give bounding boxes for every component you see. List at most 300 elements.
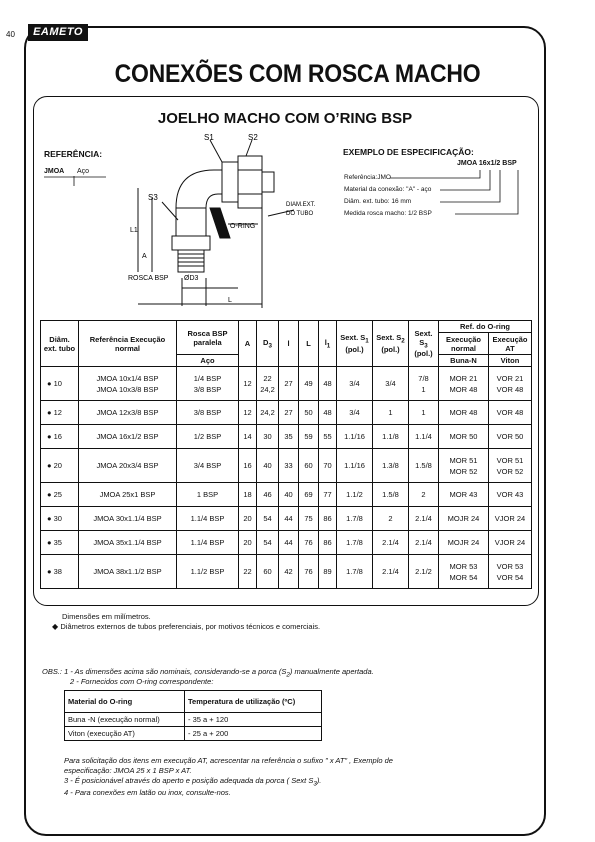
bullet-icon: ●	[47, 567, 54, 576]
cell-viton	[488, 401, 531, 425]
cell-l1	[319, 401, 337, 425]
obs-line-2: 2 - Fornecidos com O-ring correspondente:	[70, 677, 214, 686]
cell-l-large	[299, 367, 319, 401]
cell-buna	[439, 531, 489, 555]
cell-a-value: 20	[243, 514, 252, 523]
cell-l-small	[279, 483, 299, 507]
cell-s3	[409, 555, 439, 589]
cell-d3	[257, 483, 279, 507]
cell-s1-value: 1.1/16	[344, 432, 365, 441]
cell-diam	[41, 483, 79, 507]
cell-viton-value: VOR 54	[496, 572, 524, 582]
cell-viton-value: VOR 21	[496, 373, 524, 383]
note-diameters	[52, 622, 320, 631]
bullet-icon: ●	[47, 379, 54, 388]
cell-s1-value: 1.7/8	[346, 514, 363, 523]
elbow-fitting-diagram	[118, 128, 328, 320]
bullet-icon: ●	[47, 461, 54, 470]
cell-buna	[439, 449, 489, 483]
cell-diam	[41, 507, 79, 531]
cell-l-small-value: 35	[284, 432, 293, 441]
cell-s2-value: 2	[388, 514, 393, 523]
col-header-s3-sub: 3	[424, 342, 428, 350]
cell-l1-value: 86	[323, 514, 332, 523]
table-row	[41, 449, 532, 483]
cell-diam-value: 16	[53, 432, 62, 441]
col-header-d3-sub: 3	[268, 342, 272, 350]
cell-ref-value: JMOA 30x1.1/4 BSP	[93, 514, 162, 523]
cell-d3-value: 22	[263, 373, 272, 383]
cell-viton-value: VJOR 24	[494, 514, 526, 523]
temp-row-range: - 35 a + 120	[185, 713, 322, 727]
cell-s2	[373, 555, 409, 589]
cell-l-large	[299, 401, 319, 425]
cell-viton-value: VJOR 24	[494, 538, 526, 547]
cell-s3	[409, 449, 439, 483]
table-row	[41, 483, 532, 507]
cell-s2-value: 1.5/8	[382, 490, 399, 499]
col-header-viton: Viton	[488, 355, 531, 367]
col-header-exec-at: Execução AT	[488, 333, 531, 355]
cell-d3	[257, 507, 279, 531]
cell-buna-value: MOJR 24	[447, 538, 480, 547]
cell-l-large	[299, 449, 319, 483]
cell-a-value: 14	[243, 432, 252, 441]
diagram-label-l: L	[228, 297, 232, 304]
col-header-buna: Buna-N	[439, 355, 489, 367]
cell-s3-value: 1.1/4	[415, 432, 432, 441]
cell-d3	[257, 449, 279, 483]
col-header-l-large: L	[299, 321, 319, 367]
col-header-rosca: Rosca BSP paralela	[177, 321, 239, 355]
cell-s1	[337, 425, 373, 449]
cell-viton-value: VOR 51	[496, 455, 524, 465]
cell-s3-value: 2.1/2	[415, 567, 432, 576]
col-header-ref: Referência Execução normal	[79, 321, 177, 367]
temp-header-temperature: Temperatura de utilização (ºC)	[185, 691, 322, 713]
cell-l-large	[299, 425, 319, 449]
cell-s3	[409, 425, 439, 449]
cell-l1	[319, 425, 337, 449]
cell-diam-value: 35	[53, 538, 62, 547]
col-header-s1-pol: (pol.)	[345, 344, 364, 354]
cell-l1	[319, 555, 337, 589]
cell-diam	[41, 449, 79, 483]
cell-buna-value: MOR 48	[449, 408, 478, 417]
diagram-label-a: A	[142, 253, 147, 260]
cell-s2	[373, 425, 409, 449]
cell-a	[239, 367, 257, 401]
reference-code: JMOA	[44, 168, 65, 175]
cell-rosca-value: 1 BSP	[196, 490, 219, 499]
cell-buna-value: MOR 54	[449, 572, 478, 582]
cell-s1	[337, 401, 373, 425]
cell-s1	[337, 483, 373, 507]
cell-s2-value: 1	[388, 408, 393, 417]
cell-a-value: 16	[243, 461, 252, 470]
cell-s3	[409, 507, 439, 531]
cell-buna	[439, 507, 489, 531]
cell-a	[239, 483, 257, 507]
example-line-2: Material da conexão: "A" - aço	[344, 186, 432, 193]
example-code: JMOA 16x1/2 BSP	[457, 160, 517, 167]
cell-l-small	[279, 507, 299, 531]
cell-buna	[439, 555, 489, 589]
cell-diam	[41, 531, 79, 555]
cell-l-small-value: 33	[284, 461, 293, 470]
cell-diam-value: 12	[53, 408, 62, 417]
example-label: EXEMPLO DE ESPECIFICAÇÃO:	[343, 147, 474, 157]
cell-d3-value: 60	[263, 567, 272, 576]
cell-d3	[257, 425, 279, 449]
diagram-label-s1: S1	[204, 133, 214, 142]
cell-d3-value: 54	[263, 514, 272, 523]
cell-s3	[409, 531, 439, 555]
cell-diam-value: 20	[53, 461, 62, 470]
cell-l1	[319, 531, 337, 555]
cell-a	[239, 449, 257, 483]
temp-row-material: Viton (execução AT)	[65, 727, 185, 741]
final-note-3-end: ).	[316, 776, 322, 785]
dimensions-table	[40, 320, 532, 589]
cell-s3-value: 1	[421, 408, 426, 417]
cell-viton	[488, 449, 531, 483]
cell-s1	[337, 555, 373, 589]
cell-a-value: 20	[243, 538, 252, 547]
col-header-s3	[409, 321, 439, 367]
cell-s1	[337, 507, 373, 531]
diagram-label-l1: L1	[130, 227, 138, 234]
cell-d3-value: 54	[263, 538, 272, 547]
cell-s1-value: 1.1/16	[344, 461, 365, 470]
cell-s1-value: 1.7/8	[346, 567, 363, 576]
cell-buna-value: MOR 51	[449, 455, 478, 465]
col-header-a: A	[239, 321, 257, 367]
cell-buna	[439, 483, 489, 507]
cell-viton-value: VOR 52	[496, 466, 524, 476]
obs-line-1-sub: 2	[286, 671, 290, 679]
cell-diam	[41, 425, 79, 449]
cell-rosca	[177, 507, 239, 531]
cell-ref	[79, 401, 177, 425]
cell-d3-value: 40	[263, 461, 272, 470]
cell-rosca	[177, 531, 239, 555]
cell-l-large-value: 75	[304, 514, 313, 523]
cell-l-large	[299, 531, 319, 555]
final-note-3-text: 3 - É posicionável através do aperto e posição adequada da porca ( Sext S	[64, 776, 314, 785]
cell-l-small	[279, 555, 299, 589]
cell-diam-value: 38	[53, 567, 62, 576]
cell-rosca	[177, 425, 239, 449]
cell-s3-value: 1.5/8	[415, 461, 432, 470]
company-logo: EAMETO	[28, 24, 88, 41]
cell-rosca-value: 1/4 BSP	[193, 373, 222, 383]
cell-l1-value: 55	[323, 432, 332, 441]
col-header-s1	[337, 321, 373, 367]
cell-buna-value: MOR 21	[449, 373, 478, 383]
col-header-l1	[319, 321, 337, 367]
final-note-2: especificação: JMOA 25 x 1 BSP x AT.	[64, 766, 192, 775]
col-header-s3-text: Sext. S	[414, 328, 433, 347]
diagram-label-s2: S2	[248, 133, 258, 142]
cell-s1-value: 3/4	[349, 408, 360, 417]
table-row	[41, 401, 532, 425]
cell-s2	[373, 367, 409, 401]
cell-l-large	[299, 555, 319, 589]
cell-d3-value: 24,2	[260, 408, 275, 417]
col-header-s2-sub: 2	[401, 337, 405, 345]
diagram-label-rosca: ROSCA BSP	[128, 275, 169, 282]
cell-viton	[488, 555, 531, 589]
cell-diam-value: 25	[53, 490, 62, 499]
cell-d3-value: 46	[263, 490, 272, 499]
final-note-4: 4 - Para conexões em latão ou inox, consulte-nos.	[64, 788, 231, 797]
cell-l1-value: 77	[323, 490, 332, 499]
cell-l-large-value: 76	[304, 538, 313, 547]
cell-l-small	[279, 425, 299, 449]
cell-s2-value: 1.1/8	[382, 432, 399, 441]
cell-viton	[488, 531, 531, 555]
cell-l-large-value: 69	[304, 490, 313, 499]
col-header-l1-text: l	[324, 337, 327, 347]
note-diameters-text: Diâmetros externos de tubos preferenciais, por motivos técnicos e comerciais.	[60, 622, 321, 631]
col-header-s1-text: Sext. S	[340, 333, 366, 343]
cell-ref-value: JMOA 20x3/4 BSP	[96, 461, 159, 470]
table-row	[41, 507, 532, 531]
cell-ref	[79, 507, 177, 531]
cell-viton-value: VOR 43	[496, 490, 524, 499]
cell-rosca-value: 1.1/4 BSP	[190, 514, 225, 523]
cell-a	[239, 555, 257, 589]
cell-s1	[337, 449, 373, 483]
cell-l-small-value: 44	[284, 538, 293, 547]
cell-rosca	[177, 449, 239, 483]
cell-s3-value: 1	[421, 384, 426, 394]
bullet-icon: ●	[47, 432, 54, 441]
cell-buna	[439, 425, 489, 449]
cell-l-small	[279, 449, 299, 483]
cell-l-large-value: 59	[304, 432, 313, 441]
cell-a	[239, 425, 257, 449]
col-header-s3-pol: (pol.)	[414, 349, 433, 359]
diagram-label-do-tubo: DO TUBO	[286, 211, 314, 217]
cell-viton-value: VOR 53	[496, 561, 524, 571]
bullet-icon: ●	[47, 538, 54, 547]
cell-rosca-value: 1.1/4 BSP	[190, 538, 225, 547]
cell-diam-value: 30	[53, 514, 62, 523]
temp-row-range: - 25 a + 200	[185, 727, 322, 741]
cell-ref	[79, 483, 177, 507]
cell-viton-value: VOR 48	[496, 408, 524, 417]
obs-line-1-end: ) manualmente apertada.	[289, 667, 374, 676]
diagram-label-diam-ext: DIAM.EXT.	[286, 202, 316, 208]
cell-diam-value: 10	[53, 379, 62, 388]
cell-d3-value: 30	[263, 432, 272, 441]
cell-s1-value: 1.7/8	[346, 538, 363, 547]
bullet-icon: ●	[47, 408, 54, 417]
diagram-label-oring: O-RING	[230, 223, 256, 230]
cell-s2	[373, 401, 409, 425]
cell-buna	[439, 367, 489, 401]
cell-l-large-value: 50	[304, 408, 313, 417]
cell-l-large-value: 60	[304, 461, 313, 470]
example-line-1: Referência:JMO	[344, 174, 391, 181]
temp-row-material: Buna -N (execução normal)	[65, 713, 185, 727]
col-header-exec-normal: Execução normal	[439, 333, 489, 355]
cell-diam	[41, 555, 79, 589]
cell-d3	[257, 367, 279, 401]
cell-l1	[319, 507, 337, 531]
final-note-3-sub: 3	[313, 780, 317, 788]
cell-l-small	[279, 531, 299, 555]
cell-rosca-value: 1.1/2 BSP	[190, 567, 225, 576]
page-number: 40	[6, 30, 15, 39]
cell-ref-value: JMOA 25x1 BSP	[99, 490, 156, 499]
cell-l1-value: 48	[323, 379, 332, 388]
cell-rosca-value: 3/8 BSP	[193, 408, 222, 417]
cell-l-large	[299, 483, 319, 507]
col-header-diam: Diâm. ext. tubo	[41, 321, 79, 367]
cell-a	[239, 401, 257, 425]
cell-buna-value: MOR 52	[449, 466, 478, 476]
bullet-icon: ●	[47, 514, 54, 523]
cell-l-small	[279, 367, 299, 401]
cell-l1-value: 70	[323, 461, 332, 470]
example-line-3: Diâm. ext. tubo: 16 mm	[344, 198, 412, 205]
product-subtitle: JOELHO MACHO COM O’RING BSP	[157, 110, 413, 127]
cell-ref	[79, 449, 177, 483]
cell-ref-value: JMOA 10x1/4 BSP	[96, 373, 159, 383]
cell-s1-value: 1.1/2	[346, 490, 363, 499]
cell-l-large-value: 76	[304, 567, 313, 576]
cell-s3	[409, 483, 439, 507]
cell-l-small-value: 27	[284, 379, 293, 388]
cell-viton	[488, 425, 531, 449]
cell-s2-value: 1.3/8	[382, 461, 399, 470]
cell-l1	[319, 367, 337, 401]
note-dimensions: Dimensões em milímetros.	[62, 612, 151, 621]
cell-ref	[79, 531, 177, 555]
cell-viton	[488, 507, 531, 531]
cell-s2	[373, 483, 409, 507]
cell-d3	[257, 531, 279, 555]
cell-rosca	[177, 483, 239, 507]
cell-l1-value: 48	[323, 408, 332, 417]
col-header-d3-text: D	[263, 337, 269, 347]
cell-l-small	[279, 401, 299, 425]
cell-a-value: 18	[243, 490, 252, 499]
cell-rosca-value: 1/2 BSP	[193, 432, 222, 441]
cell-a	[239, 507, 257, 531]
cell-s2-value: 2.1/4	[382, 567, 399, 576]
diamond-icon: ◆	[52, 622, 61, 631]
cell-ref	[79, 367, 177, 401]
col-header-s2-text: Sext. S	[376, 333, 402, 343]
cell-ref-value: JMOA 12x3/8 BSP	[96, 408, 159, 417]
cell-s3-value: 2.1/4	[415, 514, 432, 523]
cell-l1	[319, 449, 337, 483]
cell-d3	[257, 401, 279, 425]
cell-buna-value: MOR 48	[449, 384, 478, 394]
cell-diam	[41, 367, 79, 401]
cell-rosca	[177, 555, 239, 589]
cell-l-large-value: 49	[304, 379, 313, 388]
table-row	[41, 425, 532, 449]
cell-a	[239, 531, 257, 555]
cell-l-small-value: 42	[284, 567, 293, 576]
diagram-label-s3: S3	[148, 193, 158, 202]
example-connector-lines	[380, 166, 530, 221]
cell-l1-value: 89	[323, 567, 332, 576]
temp-header-material: Material do O-ring	[65, 691, 185, 713]
cell-ref-value: JMOA 16x1/2 BSP	[96, 432, 159, 441]
example-line-4: Medida rosca macho: 1/2 BSP	[344, 210, 432, 217]
cell-a-value: 12	[243, 408, 252, 417]
page-title: CONEXÕES COM ROSCA MACHO	[114, 60, 481, 88]
cell-s3-value: 2	[421, 490, 426, 499]
cell-viton-value: VOR 50	[496, 432, 524, 441]
cell-s2-value: 3/4	[385, 379, 396, 388]
obs-line-1-text: OBS.: 1 - As dimensões acima são nominais, considerando-se a porca (S	[42, 667, 287, 676]
bullet-icon: ●	[47, 490, 54, 499]
final-note-1: Para solicitação dos itens em execução AT, acrescentar na referência o sufixo " x AT" , Exemplo de	[64, 756, 393, 765]
cell-buna-value: MOJR 24	[447, 514, 480, 523]
cell-ref-value: JMOA 38x1.1/2 BSP	[93, 567, 162, 576]
cell-diam	[41, 401, 79, 425]
cell-ref-value: JMOA 35x1.1/4 BSP	[93, 538, 162, 547]
cell-d3-value: 24,2	[260, 384, 275, 394]
cell-s1-value: 3/4	[349, 379, 360, 388]
cell-rosca	[177, 367, 239, 401]
cell-s3	[409, 401, 439, 425]
table-row	[41, 367, 532, 401]
cell-rosca-value: 3/4 BSP	[193, 461, 222, 470]
cell-rosca	[177, 401, 239, 425]
cell-buna-value: MOR 53	[449, 561, 478, 571]
temperature-table	[64, 690, 322, 741]
reference-material: Aço	[77, 168, 90, 175]
final-note-3	[64, 776, 321, 788]
cell-ref	[79, 425, 177, 449]
cell-rosca-value: 3/8 BSP	[193, 384, 222, 394]
cell-s2-value: 2.1/4	[382, 538, 399, 547]
cell-l-small-value: 40	[284, 490, 293, 499]
col-header-aco: Aço	[177, 355, 239, 367]
table-row	[41, 555, 532, 589]
diagram-label-d3: ØD3	[184, 275, 199, 282]
col-header-s1-sub: 1	[365, 337, 369, 345]
cell-l1-value: 86	[323, 538, 332, 547]
cell-buna-value: MOR 43	[449, 490, 478, 499]
cell-s2	[373, 449, 409, 483]
cell-s2	[373, 531, 409, 555]
reference-label: REFERÊNCIA:	[44, 149, 103, 159]
cell-s3-value: 2.1/4	[415, 538, 432, 547]
cell-viton	[488, 483, 531, 507]
col-header-l1-sub: 1	[326, 342, 331, 350]
cell-d3	[257, 555, 279, 589]
cell-l-small-value: 44	[284, 514, 293, 523]
cell-l1	[319, 483, 337, 507]
cell-viton	[488, 367, 531, 401]
cell-l-small-value: 27	[284, 408, 293, 417]
col-header-d3	[257, 321, 279, 367]
cell-s1	[337, 367, 373, 401]
cell-s1	[337, 531, 373, 555]
cell-ref	[79, 555, 177, 589]
col-header-s2	[373, 321, 409, 367]
table-row	[41, 531, 532, 555]
